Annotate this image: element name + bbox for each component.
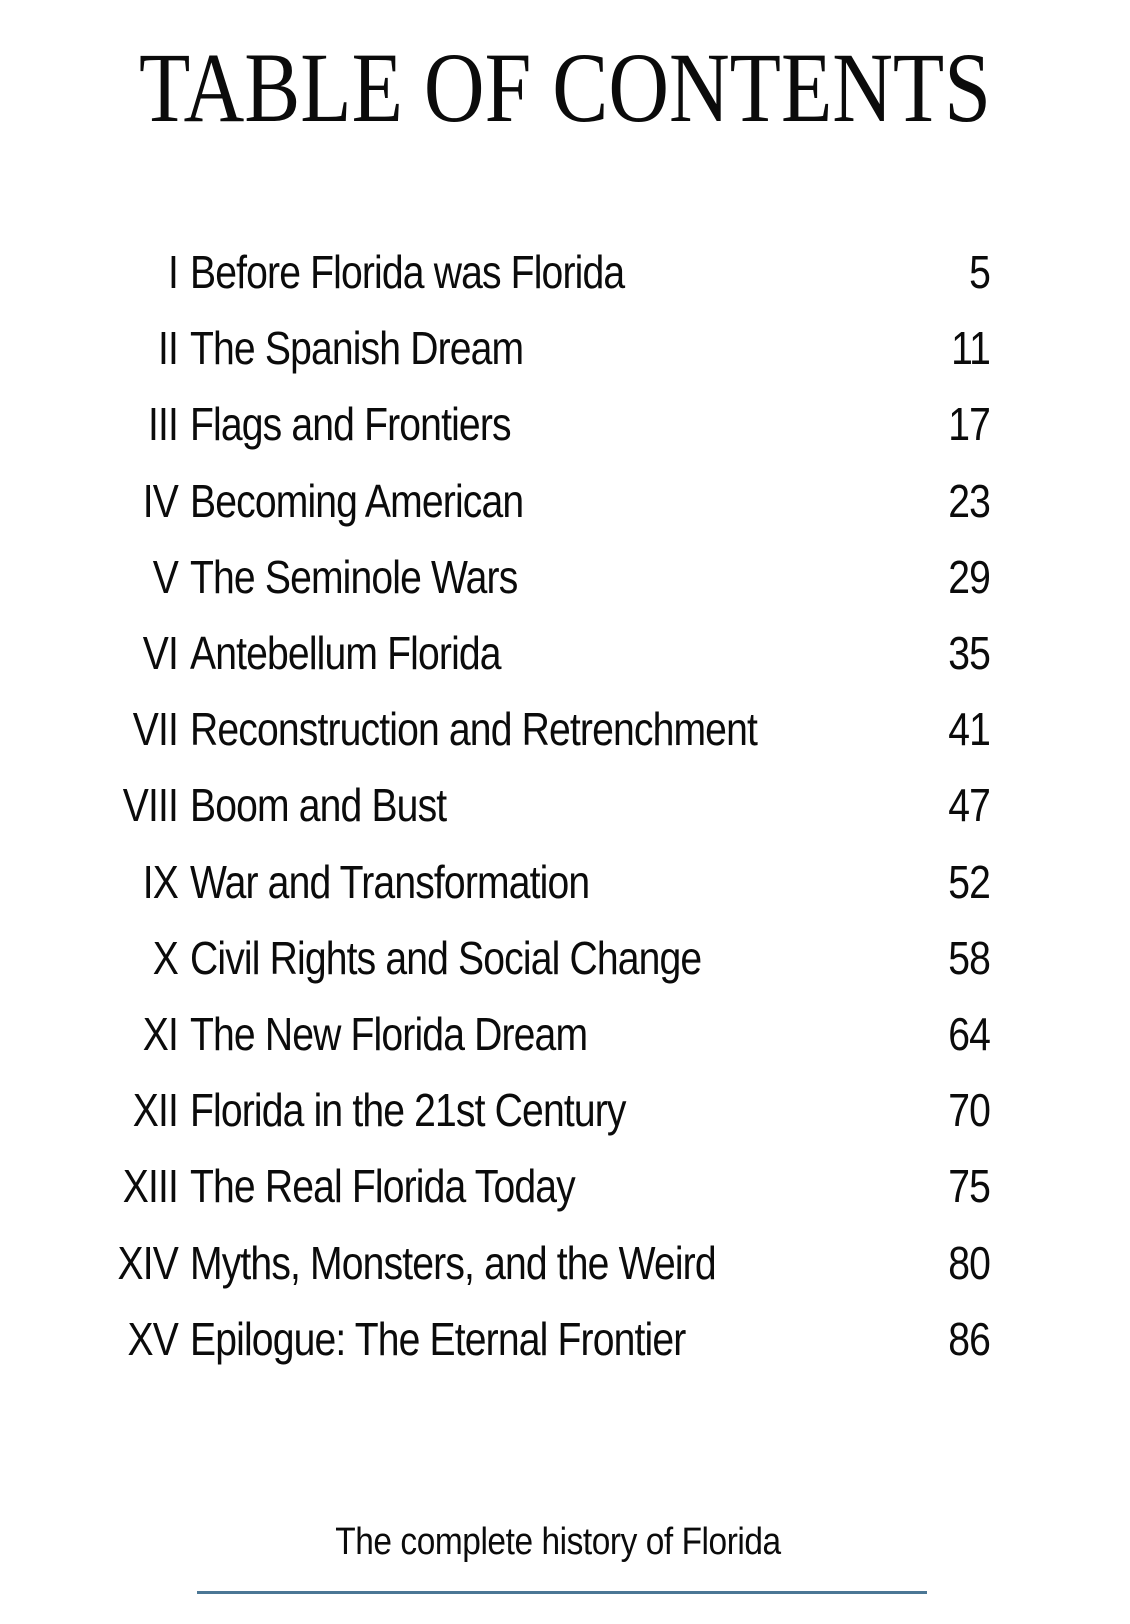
chapter-page-number: 35 — [948, 627, 990, 680]
toc-entry[interactable] — [100, 1224, 990, 1300]
toc-entry[interactable] — [100, 691, 990, 767]
toc-entry[interactable] — [100, 615, 990, 691]
chapter-page-number: 41 — [948, 703, 990, 756]
chapter-numeral: V — [152, 550, 178, 603]
chapter-numeral: XII — [132, 1084, 178, 1137]
chapter-numeral: X — [152, 931, 178, 984]
toc-entry[interactable] — [100, 463, 990, 539]
chapter-title: Epilogue: The Eternal Frontier — [190, 1312, 686, 1365]
chapter-numeral: XIV — [117, 1236, 178, 1289]
chapter-page-number: 58 — [948, 931, 990, 984]
chapter-title: Civil Rights and Social Change — [190, 931, 702, 984]
chapter-page-number: 5 — [969, 246, 990, 299]
toc-entry[interactable] — [100, 310, 990, 386]
toc-entry[interactable] — [100, 844, 990, 920]
chapter-title: War and Transformation — [190, 855, 590, 908]
chapter-title: The Seminole Wars — [190, 550, 518, 603]
chapter-page-number: 17 — [948, 398, 990, 451]
chapter-title: Reconstruction and Retrenchment — [190, 703, 757, 756]
toc-entry[interactable] — [100, 767, 990, 843]
chapter-page-number: 52 — [948, 855, 990, 908]
chapter-page-number: 47 — [948, 779, 990, 832]
chapter-numeral: IX — [142, 855, 178, 908]
toc-list — [100, 234, 990, 1377]
chapter-numeral: I — [167, 246, 178, 299]
chapter-title: Boom and Bust — [190, 779, 447, 832]
chapter-title: The Spanish Dream — [190, 322, 524, 375]
chapter-numeral: XI — [142, 1007, 178, 1060]
toc-entry[interactable] — [100, 1301, 990, 1377]
chapter-numeral: II — [157, 322, 178, 375]
toc-entry[interactable] — [100, 1072, 990, 1148]
chapter-title: The New Florida Dream — [190, 1007, 588, 1060]
chapter-page-number: 11 — [951, 322, 990, 375]
chapter-page-number: 86 — [948, 1312, 990, 1365]
chapter-title: Before Florida was Florida — [190, 246, 625, 299]
chapter-title: Becoming American — [190, 474, 524, 527]
chapter-numeral: XV — [127, 1312, 178, 1365]
toc-entry[interactable] — [100, 920, 990, 996]
toc-entry[interactable] — [100, 996, 990, 1072]
footer-caption: The complete history of Florida — [335, 1521, 781, 1563]
chapter-title: Florida in the 21st Century — [190, 1084, 626, 1137]
chapter-numeral: VI — [142, 627, 178, 680]
chapter-page-number: 64 — [948, 1007, 990, 1060]
chapter-numeral: XIII — [122, 1160, 178, 1213]
chapter-page-number: 29 — [948, 550, 990, 603]
chapter-title: Flags and Frontiers — [190, 398, 511, 451]
chapter-numeral: III — [147, 398, 178, 451]
chapter-page-number: 75 — [948, 1160, 990, 1213]
chapter-numeral: IV — [142, 474, 178, 527]
chapter-title: Myths, Monsters, and the Weird — [190, 1236, 716, 1289]
chapter-page-number: 80 — [948, 1236, 990, 1289]
chapter-title: Antebellum Florida — [190, 627, 501, 680]
chapter-page-number: 23 — [948, 474, 990, 527]
toc-entry[interactable] — [100, 386, 990, 462]
chapter-title: The Real Florida Today — [190, 1160, 575, 1213]
footer-divider-line — [197, 1591, 927, 1594]
chapter-numeral: VII — [132, 703, 178, 756]
page-title: TABLE OF CONTENTS — [139, 32, 991, 143]
toc-entry[interactable] — [100, 234, 990, 310]
toc-entry[interactable] — [100, 539, 990, 615]
toc-entry[interactable] — [100, 1148, 990, 1224]
chapter-numeral: VIII — [122, 779, 178, 832]
chapter-page-number: 70 — [948, 1084, 990, 1137]
